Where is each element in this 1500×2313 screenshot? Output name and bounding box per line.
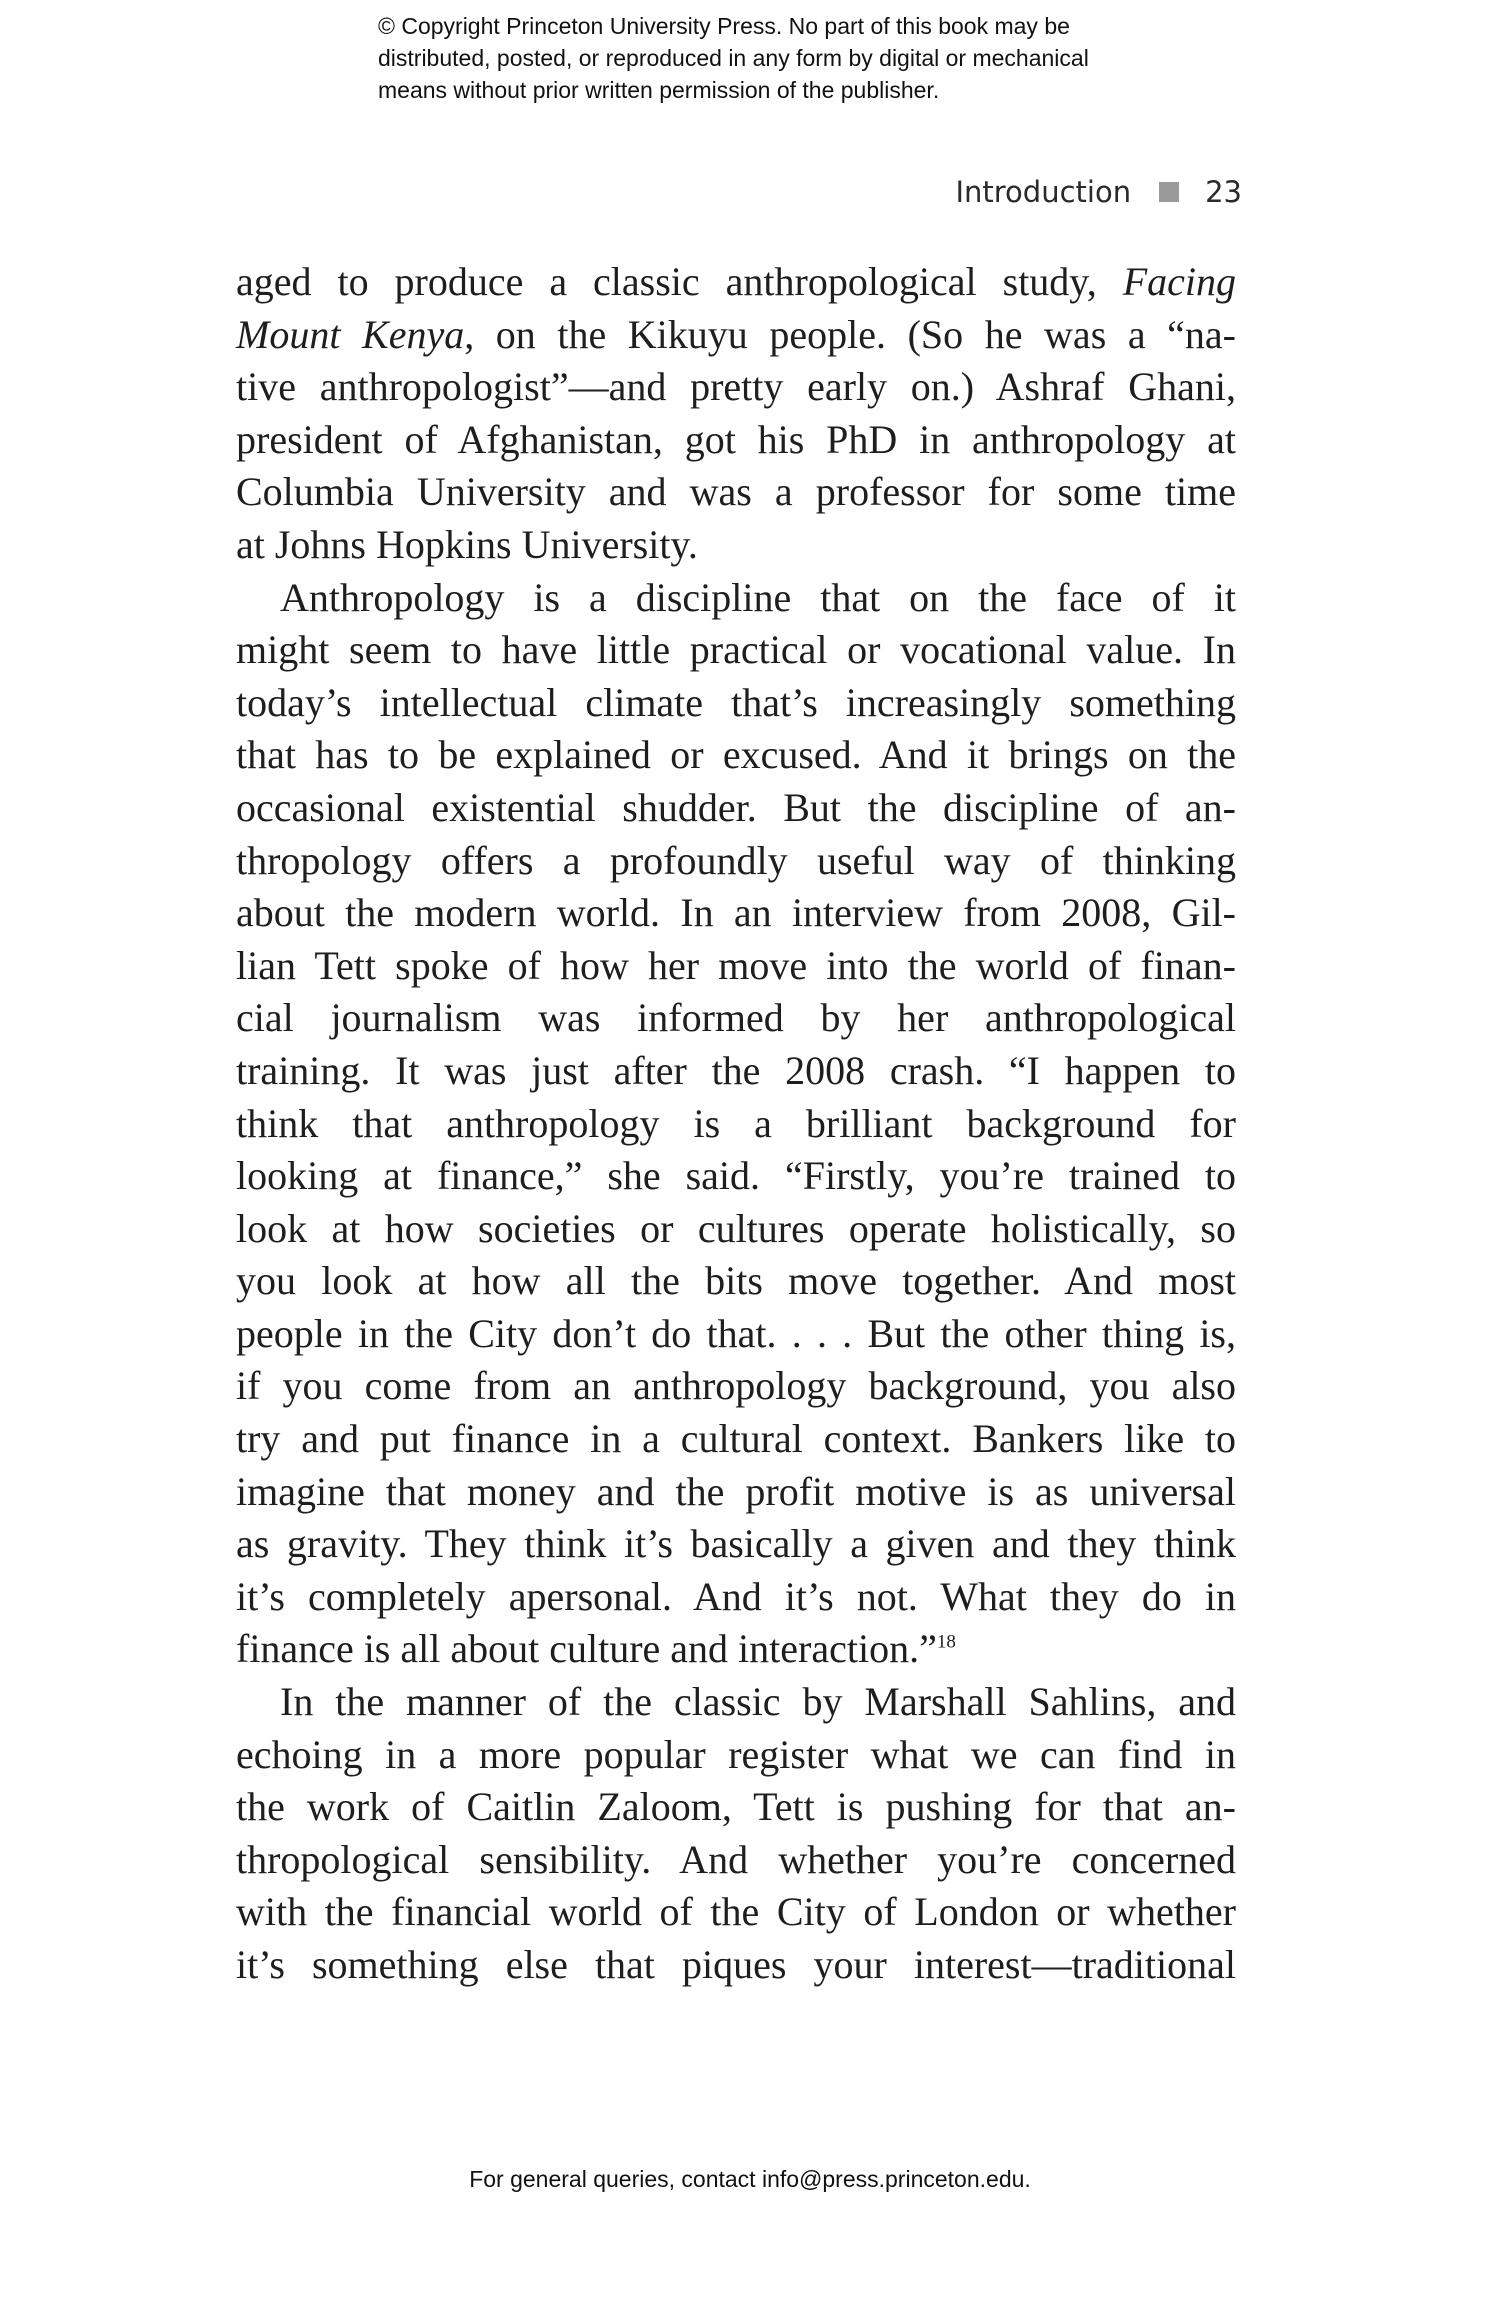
text-line: thropological sensibility. And whether you’re concerned — [236, 1836, 1236, 1882]
text-line: echoing in a more popular register what we can find in — [236, 1731, 1236, 1777]
text-line: thropology offers a profoundly useful way of thinking — [236, 837, 1236, 883]
text-line: it’s something else that piques your interest—traditional — [236, 1942, 1236, 1987]
copyright-notice — [378, 10, 1278, 106]
text-line: president of Afghanistan, got his PhD in anthropology at — [236, 416, 1236, 462]
book-title: Mount Kenya — [236, 311, 465, 357]
text-line — [236, 256, 1236, 309]
body-text — [236, 256, 1236, 1992]
text-run: , on the Kikuyu people. (So he was a “na- — [464, 311, 1236, 357]
square-separator-icon — [1159, 182, 1179, 202]
copyright-line: distributed, posted, or reproduced in any form by digital or mechanical — [378, 45, 1089, 71]
text-line: try and put finance in a cultural context. Bankers like to — [236, 1416, 1236, 1462]
text-line: occasional existential shudder. But the discipline of an- — [236, 784, 1236, 830]
paragraph — [236, 1676, 1236, 1992]
text-line: Anthropology is a discipline that on the face of it — [280, 574, 1236, 620]
text-line: imagine that money and the profit motive is as universal — [236, 1468, 1236, 1514]
footnote-reference[interactable]: 18 — [936, 1632, 956, 1654]
text-line: that has to be explained or excused. And it brings on the — [236, 732, 1236, 778]
text-line: cial journalism was informed by her anthropological — [236, 995, 1236, 1041]
text-line: at Johns Hopkins University. — [236, 521, 698, 567]
copyright-line: © Copyright Princeton University Press. No part of this book may be — [378, 13, 1070, 39]
text-line: as gravity. They think it’s basically a given and they think — [236, 1521, 1236, 1567]
paragraph — [236, 256, 1236, 572]
text-line: if you come from an anthropology background, you also — [236, 1363, 1236, 1409]
text-line — [236, 1623, 1236, 1676]
text-run: finance is all about culture and interaction.” — [236, 1626, 937, 1672]
text-line: might seem to have little practical or vocational value. In — [236, 627, 1236, 673]
text-line: today’s intellectual climate that’s increasingly something — [236, 679, 1236, 725]
text-line: people in the City don’t do that. . . . But the other thing is, — [236, 1310, 1236, 1356]
text-line: look at how societies or cultures operate holistically, so — [236, 1205, 1236, 1251]
text-line: looking at finance,” she said. “Firstly, you’re trained to — [236, 1153, 1236, 1199]
text-line: you look at how all the bits move together. And most — [236, 1258, 1236, 1304]
text-run: aged to produce a classic anthropological study, — [236, 259, 1097, 304]
text-line: tive anthropologist”—and pretty early on.) Ashraf Ghani, — [236, 364, 1236, 410]
text-line: about the modern world. In an interview from 2008, Gil- — [236, 890, 1236, 936]
text-line: Columbia University and was a professor for some time — [236, 469, 1236, 515]
page-number: 23 — [1205, 175, 1242, 209]
text-line: In the manner of the classic by Marshall Sahlins, and — [280, 1679, 1236, 1725]
text-line: training. It was just after the 2008 crash. “I happen to — [236, 1047, 1236, 1093]
text-line: lian Tett spoke of how her move into the world of finan- — [236, 942, 1236, 988]
book-title: Facing — [1122, 259, 1236, 304]
text-line: the work of Caitlin Zaloom, Tett is pushing for that an- — [236, 1784, 1236, 1830]
text-line: with the financial world of the City of London or whether — [236, 1889, 1236, 1935]
paragraph — [236, 572, 1236, 1676]
text-line: think that anthropology is a brilliant background for — [236, 1100, 1236, 1146]
copyright-line: means without prior written permission of the publisher. — [378, 77, 940, 103]
section-title: Introduction — [955, 175, 1132, 209]
running-head — [955, 172, 1242, 212]
footer-contact: For general queries, contact info@press.princeton.edu. — [469, 2166, 1031, 2192]
text-line — [236, 309, 1236, 362]
text-line: it’s completely apersonal. And it’s not. What they do in — [236, 1573, 1236, 1619]
